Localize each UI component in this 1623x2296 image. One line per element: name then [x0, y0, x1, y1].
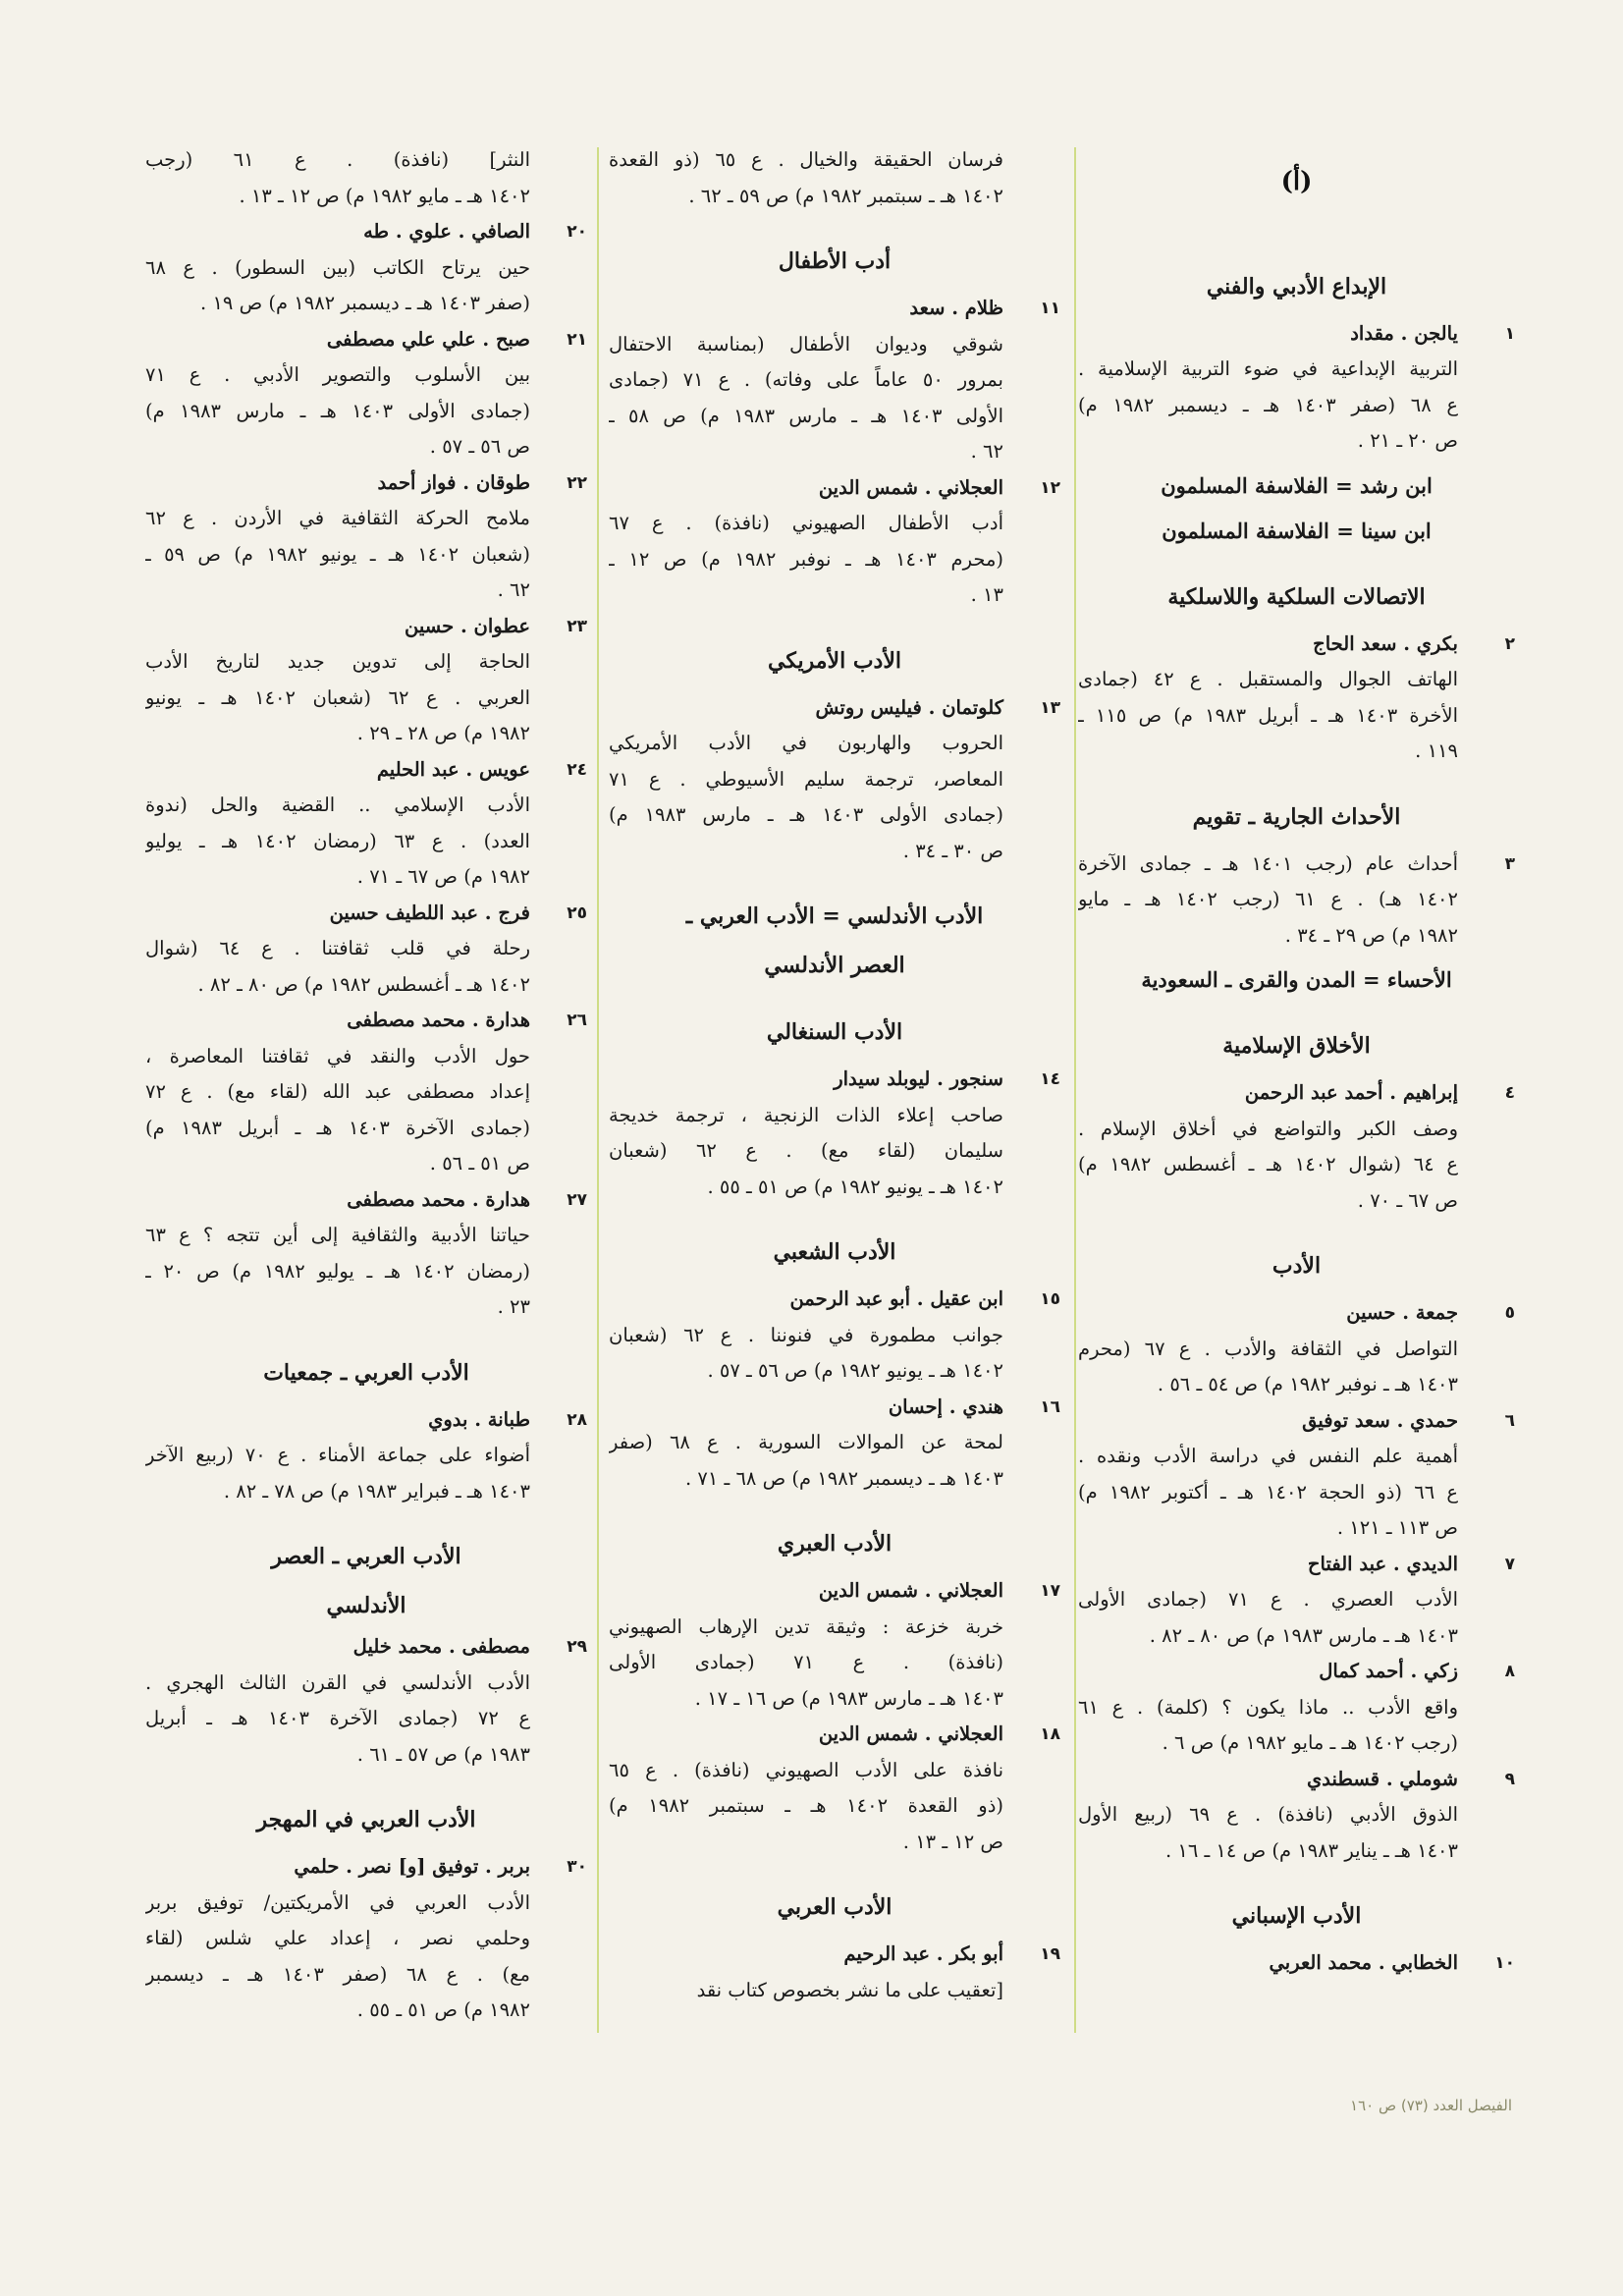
entry-author: طبانة . بدوي — [428, 1407, 530, 1431]
entry-number: ٣ — [1504, 853, 1515, 874]
subject-heading: الأدب السنغالي — [766, 1019, 903, 1045]
entry-number: ٩ — [1504, 1769, 1515, 1789]
entry-line: أضواء على جماعة الأمناء . ع ٧٠ (ربيع الآخر — [145, 1444, 530, 1466]
entry-line: الأخرة ١٤٠٣ هـ ـ أبريل ١٩٨٣ م) ص ١١٥ ـ — [1078, 703, 1458, 727]
entry-number: ٢٤ — [567, 759, 587, 780]
entry-line: الأدب العربي في الأمريكتين/ توفيق بربر — [145, 1890, 530, 1914]
index-entry — [145, 609, 587, 752]
entry-number: ٢ — [1504, 633, 1515, 654]
index-entry — [1078, 1762, 1515, 1870]
entry-body — [145, 1182, 530, 1326]
entry-line: الحروب والهاربون في الأدب الأمريكي — [609, 732, 1003, 754]
entry-line: ١٤٠٣ هـ ـ يناير ١٩٨٣ م) ص ١٤ ـ ١٦ . — [1164, 1838, 1458, 1862]
entry-line: ١١٩ . — [1415, 739, 1458, 762]
entry-line: التواصل في الثقافة والأدب . ع ٦٧ (محرم — [1078, 1337, 1458, 1360]
entry-number: ٢٣ — [567, 616, 587, 636]
entry-line: (جمادى الآخرة ١٤٠٣ هـ ـ أبريل ١٩٨٣ م) — [145, 1116, 530, 1139]
subject-heading: العصر الأندلسي — [764, 953, 905, 978]
index-entry — [1078, 1945, 1515, 1982]
entry-body — [609, 1282, 1003, 1390]
entry-number: ١١ — [1040, 299, 1060, 318]
entry-line: مع) . ع ٦٨ (صفر ١٤٠٣ هـ ـ ديسمبر — [145, 1962, 530, 1986]
entry-line: (رمضان ١٤٠٢ هـ ـ يوليو ١٩٨٢ م) ص ٢٠ ـ — [145, 1259, 530, 1283]
entry-line: وحلمي نصر ، إعداد علي شلس (لقاء — [145, 1927, 530, 1949]
entry-line: العربي . ع ٦٢ (شعبان ١٤٠٢ هـ ـ يونيو — [145, 685, 530, 709]
column-left — [145, 142, 587, 2029]
entry-body — [145, 1003, 530, 1182]
index-entry — [609, 1282, 1060, 1390]
entry-line: ١٤٠٢ هـ ـ مايو ١٩٨٢ م) ص ١٢ ـ ١٣ . — [239, 184, 530, 207]
entry-line: ١٤٠٢ هـ ـ سبتمبر ١٩٨٢ م) ص ٥٩ ـ ٦٢ . — [688, 184, 1003, 207]
entry-body — [145, 609, 530, 752]
cross-reference: ابن سينا = الفلاسفة المسلمون — [1162, 518, 1432, 543]
entry-author: هدارة . محمد مصطفى — [347, 1187, 530, 1211]
entry-body — [1078, 1945, 1458, 1982]
entry-author: عويس . عبد الحليم — [376, 757, 530, 781]
index-entry — [145, 752, 587, 896]
entry-line: ص ٥١ ـ ٥٦ . — [429, 1152, 530, 1175]
entry-body — [1078, 1654, 1458, 1762]
entry-author: صبح . علي علي مصطفى — [326, 327, 530, 351]
entry-line: ع ٦٤ (شوال ١٤٠٢ هـ ـ أغسطس ١٩٨٢ م) — [1078, 1153, 1458, 1175]
entry-line: حياتنا الأدبية والثقافية إلى أين تتجه ؟ ع ٦٣ — [145, 1224, 530, 1246]
entry-author: بكري . سعد الحاج — [1313, 631, 1458, 655]
entry-body — [609, 470, 1003, 614]
entry-number: ٦ — [1504, 1410, 1515, 1431]
entry-line: حول الأدب والنقد في ثقافتنا المعاصرة ، — [145, 1044, 530, 1067]
index-entry — [609, 1937, 1060, 2008]
entry-body — [609, 1062, 1003, 1205]
index-entry — [609, 1717, 1060, 1860]
entry-body — [609, 1717, 1003, 1860]
subject-heading: الأدب العربي ـ العصر — [271, 1544, 461, 1569]
entry-line: وصف الكبر والتواضع في أخلاق الإسلام . — [1078, 1117, 1458, 1140]
entry-line: (نافذة) . ع ٧١ (جمادى الأولى — [609, 1651, 1003, 1673]
entry-line: ١٤٠٢ هـ ـ يونيو ١٩٨٢ م) ص ٥١ ـ ٥٥ . — [707, 1175, 1003, 1198]
entry-number: ٢٩ — [567, 1637, 587, 1657]
entry-body — [609, 690, 1003, 870]
entry-line: ملامح الحركة الثقافية في الأردن . ع ٦٢ — [145, 507, 530, 529]
entry-line: ص ٦٧ ـ ٧٠ . — [1357, 1188, 1458, 1212]
subject-heading: الأدب الإسباني — [1231, 1903, 1362, 1929]
index-entry — [1078, 1547, 1515, 1655]
entry-body — [609, 1390, 1003, 1498]
entry-line: الأولى ١٤٠٣ هـ ـ مارس ١٩٨٣ م) ص ٥٨ ـ — [609, 404, 1003, 427]
subject-heading: الإبداع الأدبي والفني — [1206, 273, 1387, 300]
entry-line: لمحة عن الموالات السورية . ع ٦٨ (صفر — [609, 1431, 1003, 1453]
entry-body — [1078, 1295, 1458, 1403]
subject-heading: الأدب العربي — [777, 1894, 893, 1920]
entry-line: العدد) . ع ٦٣ (رمضان ١٤٠٢ هـ ـ يوليو — [145, 829, 530, 852]
entry-line: ص ١١٣ ـ ١٢١ . — [1336, 1516, 1458, 1539]
index-entry — [145, 1629, 587, 1773]
subject-heading: الأدب الأمريكي — [767, 647, 902, 674]
entry-author: أبو بكر . عبد الرحيم — [843, 1942, 1003, 1965]
section-letter: (أ) — [1280, 167, 1313, 196]
subject-heading: الاتصالات السلكية واللاسلكية — [1167, 583, 1426, 610]
entry-author: هدارة . محمد مصطفى — [347, 1009, 530, 1031]
entry-line: (جمادى الأولى ١٤٠٣ هـ ـ مارس ١٩٨٣ م) — [145, 399, 530, 422]
entry-author: زكي . أحمد كمال — [1319, 1660, 1458, 1682]
entry-number: ١٦ — [1040, 1396, 1060, 1417]
entry-author: جمعة . حسين — [1346, 1301, 1458, 1324]
entry-line: (رجب ١٤٠٢ هـ ـ مايو ١٩٨٢ م) ص ٦ . — [1162, 1731, 1458, 1754]
cross-reference: الأحساء = المدن والقرى ـ السعودية — [1141, 967, 1452, 992]
index-entry — [609, 1390, 1060, 1498]
entry-line: [تعقيب على ما نشر بخصوص كتاب نقد — [696, 1978, 1003, 2001]
subject-heading: الأخلاق الإسلامية — [1222, 1033, 1371, 1059]
index-entry — [145, 896, 587, 1004]
entry-line: ١٤٠٢ هـ) . ع ٦١ (رجب ١٤٠٢ هـ ـ مايو — [1078, 888, 1458, 910]
index-entry — [1078, 316, 1515, 460]
entry-line: خربة خزعة : وثيقة تدين الإرهاب الصهيوني — [609, 1614, 1003, 1638]
entry-author: العجلاني . شمس الدين — [818, 475, 1003, 499]
entry-author: العجلاني . شمس الدين — [818, 1722, 1003, 1745]
entry-number: ٥ — [1504, 1303, 1515, 1323]
entry-line: ع ٦٦ (ذو الحجة ١٤٠٢ هـ ـ أكتوبر ١٩٨٢ م) — [1078, 1480, 1458, 1503]
entry-line: فرسان الحقيقة والخيال . ع ٦٥ (ذو القعدة — [609, 148, 1003, 171]
entry-author: الصافي . علوي . طه — [363, 220, 530, 243]
index-entry — [609, 291, 1060, 470]
entry-author: ظلام . سعد — [909, 297, 1003, 319]
entry-line: ع ٧٢ (جمادى الآخرة ١٤٠٣ هـ ـ أبريل — [145, 1707, 530, 1729]
index-entry — [1078, 1075, 1515, 1219]
entry-number: ٢٥ — [567, 902, 587, 923]
entry-author: عطوان . حسين — [405, 614, 530, 637]
subject-heading: الأدب الشعبي — [773, 1239, 896, 1265]
entry-line: واقع الأدب .. ماذا يكون ؟ (كلمة) . ع ٦١ — [1078, 1695, 1458, 1719]
entry-author: حمدي . سعد توفيق — [1302, 1408, 1458, 1432]
entry-author: الخطابي . محمد العربي — [1269, 1951, 1458, 1974]
entry-author: الديدي . عبد الفتاح — [1307, 1552, 1458, 1575]
entry-line: رحلة في قلب ثقافتنا . ع ٦٤ (شوال — [145, 937, 530, 959]
entry-body — [145, 1402, 530, 1510]
column-divider — [1074, 147, 1076, 2033]
entry-line: ٦٢ . — [497, 578, 530, 601]
entry-author: العجلاني . شمس الدين — [818, 1579, 1003, 1602]
entry-line: (جمادى الأولى ١٤٠٣ هـ ـ مارس ١٩٨٣ م) — [609, 803, 1003, 826]
entry-line: ١٤٠٣ هـ ـ مارس ١٩٨٣ م) ص ١٦ ـ ١٧ . — [694, 1686, 1003, 1710]
entry-line: الهاتف الجوال والمستقبل . ع ٤٢ (جمادى — [1078, 668, 1458, 690]
entry-line: جوانب مطمورة في فنوننا . ع ٦٢ (شعبان — [609, 1323, 1003, 1346]
entry-number: ١٧ — [1040, 1581, 1060, 1601]
subject-heading: الأدب العربي ـ جمعيات — [263, 1359, 469, 1386]
entry-line: نافذة على الأدب الصهيوني (نافذة) . ع ٦٥ — [609, 1758, 1003, 1781]
entry-line: الأدب الإسلامي .. القضية والحل (ندوة — [145, 793, 530, 816]
entry-author: شوملي . قسطندي — [1306, 1767, 1458, 1790]
entry-author: طوقان . فواز أحمد — [377, 470, 530, 494]
entry-line: الذوق الأدبي (نافذة) . ع ٦٩ (ربيع الأول — [1078, 1803, 1458, 1826]
entry-line: المعاصر، ترجمة سليم الأسيوطي . ع ٧١ — [609, 767, 1003, 791]
index-entry — [145, 322, 587, 465]
index-entry — [1078, 1654, 1515, 1762]
index-entry — [1078, 627, 1515, 770]
entry-body — [145, 752, 530, 896]
entry-line: ١٣ . — [970, 583, 1003, 606]
index-entry — [1078, 847, 1515, 955]
cross-reference: ابن رشد = الفلاسفة المسلمون — [1161, 472, 1433, 498]
entry-body — [1078, 847, 1458, 955]
index-entry — [145, 1402, 587, 1510]
column-right — [1078, 142, 1515, 1982]
entry-author: مصطفى . محمد خليل — [352, 1635, 530, 1658]
entry-author: إبراهيم . أحمد عبد الرحمن — [1244, 1081, 1458, 1104]
entry-line: شوقي وديوان الأطفال (بمناسبة الاحتفال — [609, 332, 1003, 355]
entry-line: صاحب إعلاء الذات الزنجية ، ترجمة خديجة — [609, 1103, 1003, 1126]
index-entry — [609, 1573, 1060, 1717]
entry-line: النثر] (نافذة) . ع ٦١ (رجب — [145, 148, 530, 171]
entry-body — [1078, 1762, 1458, 1870]
entry-body — [145, 1849, 530, 2029]
subject-heading: الأدب العبري — [777, 1531, 893, 1557]
entry-body — [145, 896, 530, 1004]
entry-body — [1078, 316, 1458, 460]
index-entry — [609, 690, 1060, 870]
entry-continuation — [145, 142, 587, 214]
entry-number: ١٩ — [1040, 1944, 1060, 1964]
entry-number: ١٤ — [1040, 1069, 1060, 1089]
entry-line: ١٤٠٢ هـ ـ أغسطس ١٩٨٢ م) ص ٨٠ ـ ٨٢ . — [197, 972, 530, 996]
subject-heading: الأدب العربي في المهجر — [256, 1807, 476, 1832]
entry-number: ١٥ — [1040, 1289, 1060, 1309]
entry-body — [609, 1573, 1003, 1717]
entry-line: ١٩٨٢ م) ص ٥١ ـ ٥٥ . — [356, 1998, 530, 2021]
entry-line: ص ٥٦ ـ ٥٧ . — [429, 435, 530, 458]
entry-author: فرج . عبد اللطيف حسين — [329, 901, 530, 924]
subject-heading: الأندلسي — [326, 1593, 406, 1618]
subject-heading: الأدب الأندلسي = الأدب العربي ـ — [685, 903, 984, 929]
entry-line: أحداث عام (رجب ١٤٠١ هـ ـ جمادى الآخرة — [1078, 851, 1458, 875]
entry-line: حين يرتاح الكاتب (بين السطور) . ع ٦٨ — [145, 255, 530, 279]
index-entry — [145, 1849, 587, 2029]
subject-heading: الأدب — [1271, 1253, 1322, 1279]
entry-line: ١٤٠٣ هـ ـ فبراير ١٩٨٣ م) ص ٧٨ ـ ٨٢ . — [223, 1479, 530, 1503]
entry-number: ٢١ — [567, 329, 587, 350]
entry-author: يالجن . مقداد — [1350, 321, 1458, 345]
entry-body — [145, 214, 530, 322]
entry-line: ٦٢ . — [970, 440, 1003, 463]
entry-line: ص ١٢ ـ ١٣ . — [902, 1830, 1003, 1853]
index-entry — [145, 1003, 587, 1182]
entry-body — [1078, 627, 1458, 770]
entry-line: (صفر ١٤٠٣ هـ ـ ديسمبر ١٩٨٢ م) ص ١٩ . — [200, 292, 530, 314]
entry-body — [609, 1937, 1003, 2008]
page-footer: الفيصل العدد (٧٣) ص ١٦٠ — [1350, 2097, 1512, 2114]
entry-line: ١٩٨٣ م) ص ٥٧ ـ ٦١ . — [356, 1742, 530, 1766]
entry-number: ٢٠ — [567, 222, 587, 242]
entry-body — [145, 465, 530, 609]
entry-number: ١٨ — [1040, 1724, 1060, 1744]
entry-number: ٢٧ — [567, 1189, 587, 1210]
entry-line: ١٩٨٢ م) ص ٦٧ ـ ٧١ . — [356, 865, 530, 888]
entry-line: بين الأسلوب والتصوير الأدبي . ع ٧١ — [145, 363, 530, 386]
entry-author: بربر . توفيق [و] نصر . حلمي — [294, 1855, 530, 1878]
entry-line: ١٤٠٣ هـ ـ نوفبر ١٩٨٢ م) ص ٥٤ ـ ٥٦ . — [1157, 1373, 1458, 1395]
entry-body — [609, 291, 1003, 470]
index-entry — [609, 470, 1060, 614]
index-entry — [145, 465, 587, 609]
entry-author: هندي . إحسان — [888, 1394, 1003, 1418]
entry-line: ١٩٨٢ م) ص ٢٨ ـ ٢٩ . — [356, 722, 530, 744]
entry-number: ١٠ — [1494, 1953, 1515, 1973]
entry-body — [1078, 1547, 1458, 1655]
entry-line: (ذو القعدة ١٤٠٢ هـ ـ سبتمبر ١٩٨٢ م) — [609, 1794, 1003, 1817]
entry-line: التربية الإبداعية في ضوء التربية الإسلامية . — [1078, 357, 1458, 380]
subject-heading: أدب الأطفال — [778, 248, 892, 274]
entry-line: أدب الأطفال الصهيوني (نافذة) . ع ٦٧ — [609, 512, 1003, 534]
entry-number: ١ — [1504, 323, 1515, 344]
index-entry — [1078, 1403, 1515, 1547]
entry-line: سليمان (لقاء مع) . ع ٦٢ (شعبان — [609, 1139, 1003, 1162]
index-entry — [145, 214, 587, 322]
entry-line: أهمية علم النفس في دراسة الأدب ونقده . — [1078, 1445, 1458, 1467]
entry-line: ١٤٠٢ هـ ـ يونيو ١٩٨٢ م) ص ٥٦ ـ ٥٧ . — [707, 1359, 1003, 1382]
entry-body — [145, 322, 530, 465]
entry-line: ١٩٨٢ م) ص ٢٩ ـ ٣٤ . — [1284, 923, 1458, 947]
entry-line: بمرور ٥٠ عاماً على وفاته) . ع ٧١ (جمادى — [609, 368, 1003, 391]
entry-number: ٢٢ — [567, 472, 587, 493]
entry-body — [1078, 1075, 1458, 1219]
entry-number: ٧ — [1504, 1554, 1515, 1574]
entry-line: الأدب الأندلسي في القرن الثالث الهجري . — [145, 1670, 530, 1694]
entry-number: ٢٦ — [567, 1011, 587, 1030]
index-entry — [145, 1182, 587, 1326]
entry-body — [1078, 1403, 1458, 1547]
entry-number: ١٣ — [1040, 697, 1060, 718]
subject-heading: الأحداث الجارية ـ تقويم — [1192, 803, 1401, 830]
entry-line: ١٤٠٣ هـ ـ مارس ١٩٨٣ م) ص ٨٠ ـ ٨٢ . — [1149, 1623, 1458, 1647]
entry-number: ١٢ — [1040, 477, 1060, 498]
entry-line: ص ٢٠ ـ ٢١ . — [1357, 429, 1458, 452]
entry-line: (شعبان ١٤٠٢ هـ ـ يونيو ١٩٨٢ م) ص ٥٩ ـ — [145, 542, 530, 566]
entry-body — [145, 1629, 530, 1773]
entry-line: ٢٣ . — [497, 1295, 530, 1318]
column-middle — [609, 142, 1060, 2008]
entry-number: ٨ — [1504, 1662, 1515, 1681]
entry-line: ١٤٠٣ هـ ـ ديسمبر ١٩٨٢ م) ص ٦٨ ـ ٧١ . — [684, 1466, 1003, 1490]
entry-line: (محرم ١٤٠٣ هـ ـ نوفبر ١٩٨٢ م) ص ١٢ ـ — [609, 547, 1003, 571]
entry-line: إعداد مصطفى عبد الله (لقاء مع) . ع ٧٢ — [145, 1080, 530, 1103]
entry-number: ٤ — [1504, 1083, 1515, 1103]
entry-line: الأدب العصري . ع ٧١ (جمادى الأولى — [1078, 1588, 1458, 1611]
entry-line: ص ٣٠ ـ ٣٤ . — [902, 839, 1003, 862]
entry-number: ٢٨ — [567, 1409, 587, 1430]
entry-line: الحاجة إلى تدوين جديد لتاريخ الأدب — [145, 650, 530, 673]
entry-line: ع ٦٨ (صفر ١٤٠٣ هـ ـ ديسمبر ١٩٨٢ م) — [1078, 393, 1458, 416]
index-entry — [1078, 1295, 1515, 1403]
entry-number: ٣٠ — [567, 1857, 587, 1877]
entry-author: سنجور . ليوبلد سيدار — [834, 1067, 1003, 1090]
column-divider — [597, 147, 599, 2033]
index-entry — [609, 1062, 1060, 1205]
entry-continuation — [609, 142, 1060, 214]
entry-author: ابن عقيل . أبو عبد الرحمن — [789, 1287, 1003, 1310]
entry-author: كلوتمان . فيليس روتش — [815, 695, 1003, 719]
